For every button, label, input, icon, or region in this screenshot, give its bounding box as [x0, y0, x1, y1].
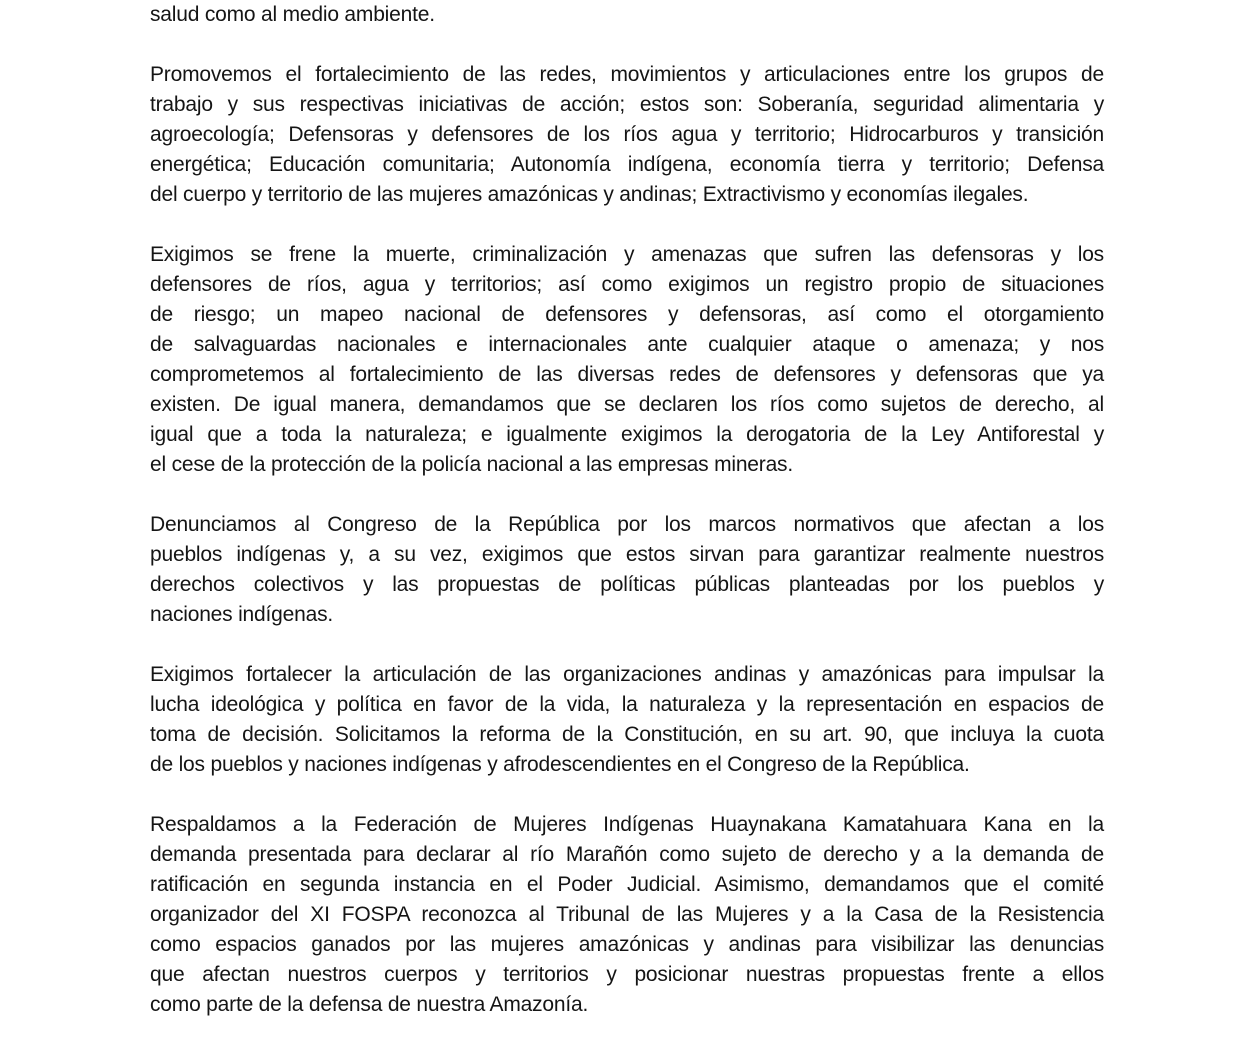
- text-line: trabajo y sus respectivas iniciativas de acción; estos son: Soberanía, seguridad alimentaria y: [150, 93, 1104, 116]
- text-line: que afectan nuestros cuerpos y territorios y posicionar nuestras propuestas frente a ellos: [150, 963, 1104, 986]
- text-line: Promovemos el fortalecimiento de las redes, movimientos y articulaciones entre los grupos de: [150, 63, 1104, 86]
- text-line: ratificación en segunda instancia en el Poder Judicial. Asimismo, demandamos que el comité: [150, 873, 1104, 896]
- text-line: pueblos indígenas y, a su vez, exigimos que estos sirvan para garantizar realmente nuestros: [150, 543, 1104, 566]
- text-line: de riesgo; un mapeo nacional de defensores y defensoras, así como el otorgamiento: [150, 303, 1104, 326]
- text-line: Exigimos se frene la muerte, criminalización y amenazas que sufren las defensoras y los: [150, 243, 1104, 266]
- text-line: de salvaguardas nacionales e internacionales ante cualquier ataque o amenaza; y nos: [150, 333, 1104, 356]
- text-line: organizador del XI FOSPA reconozca al Tribunal de las Mujeres y a la Casa de la Resistencia: [150, 903, 1104, 926]
- text-line: de los pueblos y naciones indígenas y afrodescendientes en el Congreso de la República.: [150, 753, 970, 776]
- text-line: Denunciamos al Congreso de la República por los marcos normativos que afectan a los: [150, 513, 1104, 536]
- text-line: agroecología; Defensoras y defensores de los ríos agua y territorio; Hidrocarburos y transición: [150, 123, 1104, 146]
- text-line: como parte de la defensa de nuestra Amazonía.: [150, 993, 589, 1016]
- text-line: comprometemos al fortalecimiento de las diversas redes de defensores y defensoras que ya: [150, 363, 1104, 386]
- text-line: el cese de la protección de la policía nacional a las empresas mineras.: [150, 453, 793, 476]
- text-line: toma de decisión. Solicitamos la reforma de la Constitución, en su art. 90, que incluya la cuota: [150, 723, 1104, 746]
- text-line: existen. De igual manera, demandamos que se declaren los ríos como sujetos de derecho, al: [150, 393, 1104, 416]
- text-line: demanda presentada para declarar al río Marañón como sujeto de derecho y a la demanda de: [150, 843, 1104, 866]
- text-line: salud como al medio ambiente.: [150, 3, 435, 26]
- paragraph: [150, 0, 1104, 30]
- paragraph: [150, 660, 1104, 780]
- text-line: Exigimos fortalecer la articulación de las organizaciones andinas y amazónicas para impulsar la: [150, 663, 1104, 686]
- paragraph: [150, 810, 1104, 1020]
- text-line: naciones indígenas.: [150, 603, 334, 626]
- text-line: lucha ideológica y política en favor de la vida, la naturaleza y la representación en espacios de: [150, 693, 1104, 716]
- text-line: energética; Educación comunitaria; Autonomía indígena, economía tierra y territorio; Defensa: [150, 153, 1104, 176]
- text-line: como espacios ganados por las mujeres amazónicas y andinas para visibilizar las denuncias: [150, 933, 1104, 956]
- paragraph: [150, 510, 1104, 630]
- paragraph: [150, 240, 1104, 480]
- text-line: Respaldamos a la Federación de Mujeres Indígenas Huaynakana Kamatahuara Kana en la: [150, 813, 1104, 836]
- paragraph: [150, 60, 1104, 210]
- text-line: derechos colectivos y las propuestas de políticas públicas planteadas por los pueblos y: [150, 573, 1104, 596]
- text-line: igual que a toda la naturaleza; e igualmente exigimos la derogatoria de la Ley Antiforestal y: [150, 423, 1104, 446]
- text-line: defensores de ríos, agua y territorios; así como exigimos un registro propio de situaciones: [150, 273, 1104, 296]
- text-line: del cuerpo y territorio de las mujeres amazónicas y andinas; Extractivismo y economías ilegales.: [150, 183, 1029, 206]
